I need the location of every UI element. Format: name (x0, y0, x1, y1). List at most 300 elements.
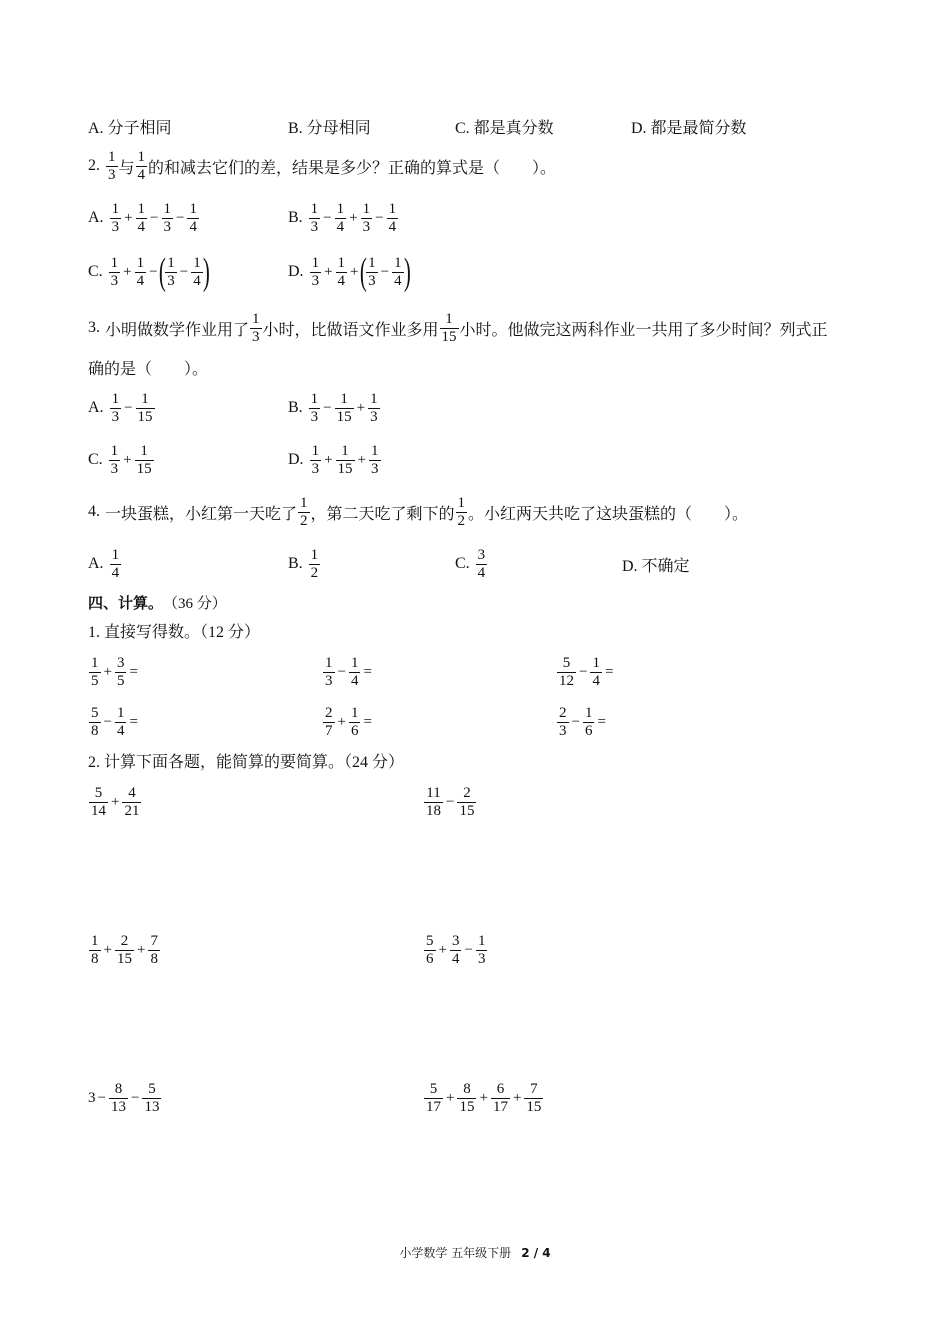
sub-2-text: 2. 计算下面各题，能简算的要简算。（24 分） (88, 753, 405, 771)
numerator: 1 (337, 254, 346, 271)
fraction (135, 255, 147, 290)
denominator: 3 (110, 272, 119, 289)
denominator: 6 (584, 722, 593, 739)
numerator: 1 (136, 254, 145, 271)
numerator: 1 (141, 390, 149, 407)
denominator: 15 (459, 1098, 475, 1115)
fraction (115, 933, 134, 968)
denominator: 3 (111, 218, 120, 235)
denominator: 3 (370, 408, 378, 425)
fraction (557, 655, 576, 690)
fraction (491, 1081, 510, 1116)
denominator: 4 (116, 722, 125, 739)
fraction (136, 149, 148, 184)
numerator: 1 (477, 932, 486, 949)
equals-sign: = (597, 713, 606, 730)
numerator: 3 (116, 654, 125, 671)
fraction (424, 785, 443, 820)
operator: + (349, 209, 358, 226)
fraction (110, 547, 122, 582)
numerator: 1 (110, 254, 119, 271)
numerator: 1 (310, 390, 319, 407)
denominator: 4 (136, 272, 145, 289)
fraction (109, 443, 121, 478)
numerator: 1 (394, 254, 402, 271)
fraction (349, 705, 361, 740)
denominator: 5 (116, 672, 125, 689)
q4-option-d (622, 542, 690, 586)
fraction (250, 311, 262, 346)
denominator: 4 (592, 672, 600, 689)
operator: − (124, 399, 133, 416)
denominator: 3 (362, 218, 371, 235)
denominator: 5 (91, 672, 99, 689)
operator: − (176, 209, 185, 226)
denominator: 15 (337, 460, 353, 477)
denominator: 21 (124, 802, 140, 819)
operator: + (111, 793, 120, 810)
option-label: A. (88, 555, 104, 572)
q4-stem (88, 490, 748, 534)
fraction (115, 655, 127, 690)
denominator: 13 (144, 1098, 160, 1115)
fraction (110, 201, 122, 236)
operator: + (479, 1089, 488, 1106)
q4-number: 4. (88, 503, 100, 520)
denominator: 3 (368, 272, 376, 289)
denominator: 3 (108, 166, 116, 183)
numerator: 1 (167, 254, 175, 271)
numerator: 1 (340, 390, 348, 407)
direct-item (556, 650, 615, 694)
sub-1-heading (88, 610, 260, 650)
page-number: 2 / 4 (521, 1246, 551, 1260)
numerator: 5 (94, 784, 103, 801)
direct-item (322, 700, 374, 744)
q4-text-1: 一块蛋糕，小红第一天吃了 (105, 505, 298, 523)
denominator: 8 (91, 950, 99, 967)
denominator: 4 (111, 564, 120, 581)
numerator: 2 (559, 704, 567, 721)
fraction (135, 443, 154, 478)
operator: − (375, 209, 384, 226)
fraction (349, 655, 361, 690)
q2-number: 2. (88, 157, 100, 174)
fraction (424, 933, 436, 968)
denominator: 3 (311, 460, 320, 477)
fraction (335, 201, 347, 236)
fraction (165, 255, 177, 290)
numerator: 1 (300, 494, 308, 511)
numerator: 1 (110, 442, 119, 459)
q4-text-3: 。小红两天共吃了这块蛋糕的（ ）。 (468, 505, 749, 523)
denominator: 2 (457, 512, 466, 529)
fraction (336, 443, 355, 478)
fraction (392, 255, 404, 290)
denominator: 4 (388, 218, 397, 235)
calc-item-2 (423, 780, 477, 824)
numerator: 1 (91, 932, 99, 949)
numerator: 1 (108, 148, 116, 165)
operator: + (324, 263, 333, 280)
numerator: 1 (310, 200, 319, 217)
numerator: 1 (111, 546, 120, 563)
numerator: 8 (463, 1080, 471, 1097)
fraction (476, 933, 488, 968)
numerator: 1 (584, 704, 593, 721)
calc-item-1 (88, 780, 142, 824)
direct-item (556, 700, 608, 744)
operator: + (438, 941, 447, 958)
denominator: 4 (394, 272, 402, 289)
option-label: C. (88, 263, 103, 280)
q2-option-a (88, 196, 200, 240)
numerator: 1 (445, 310, 453, 327)
operator: + (123, 263, 132, 280)
fraction (89, 655, 101, 690)
q1-option-d-text: D. 都是最简分数 (631, 119, 747, 137)
fraction (457, 785, 476, 820)
fraction (450, 933, 462, 968)
numerator: 8 (114, 1080, 123, 1097)
numerator: 5 (429, 1080, 438, 1097)
numerator: 1 (137, 200, 146, 217)
operator: − (337, 663, 346, 680)
fraction (162, 201, 174, 236)
numerator: 6 (496, 1080, 505, 1097)
q2-option-c (88, 250, 208, 294)
operator: + (324, 451, 333, 468)
fraction (476, 547, 488, 582)
denominator: 12 (559, 672, 574, 689)
denominator: 15 (441, 328, 457, 345)
denominator: 4 (451, 950, 460, 967)
fraction (309, 547, 321, 582)
operator: − (464, 941, 473, 958)
denominator: 8 (150, 950, 158, 967)
fraction (298, 495, 310, 530)
fraction (336, 255, 348, 290)
denominator: 3 (167, 272, 175, 289)
q2-text-yu: 与 (118, 159, 135, 177)
equals-sign: = (363, 663, 372, 680)
fraction (524, 1081, 543, 1116)
numerator: 7 (530, 1080, 538, 1097)
q3-text-1: 小明做数学作业用了 (105, 321, 250, 339)
equals-sign: = (129, 713, 138, 730)
operator: + (357, 451, 366, 468)
option-label: A. (88, 209, 104, 226)
denominator: 15 (526, 1098, 542, 1115)
operator: + (124, 209, 133, 226)
operator: + (337, 713, 346, 730)
operator: + (103, 663, 112, 680)
numerator: 1 (592, 654, 600, 671)
operator: − (380, 263, 390, 280)
denominator: 18 (426, 802, 441, 819)
fraction (191, 255, 203, 290)
denominator: 3 (477, 950, 486, 967)
operator: − (149, 263, 158, 280)
fraction (369, 443, 381, 478)
denominator: 15 (136, 460, 152, 477)
option-label: B. (288, 555, 303, 572)
q4-option-a (88, 542, 122, 586)
option-label: C. (455, 555, 470, 572)
numerator: 1 (116, 704, 125, 721)
fraction (136, 201, 148, 236)
q3-text-4: 确的是（ ）。 (88, 360, 209, 378)
fraction (89, 785, 108, 820)
numerator: 2 (325, 704, 333, 721)
operator: − (179, 263, 189, 280)
numerator: 1 (350, 654, 359, 671)
denominator: 3 (110, 460, 119, 477)
q4-text-2: ，第二天吃了剩下的 (310, 505, 455, 523)
operator: − (97, 1089, 106, 1106)
q1-option-a (88, 104, 172, 148)
numerator: 3 (451, 932, 460, 949)
calc-item-5 (88, 1076, 162, 1120)
whole-number: 3 (88, 1089, 96, 1106)
denominator: 3 (559, 722, 567, 739)
numerator: 7 (150, 932, 158, 949)
numerator: 11 (426, 784, 441, 801)
fraction (323, 655, 335, 690)
q1-option-a-text: A. 分子相同 (88, 119, 172, 137)
operator: + (350, 263, 359, 280)
calc-item-6 (423, 1076, 544, 1120)
numerator: 1 (311, 254, 320, 271)
numerator: 1 (368, 254, 376, 271)
denominator: 4 (336, 218, 345, 235)
fraction (109, 255, 121, 290)
numerator: 3 (477, 546, 486, 563)
fraction (89, 933, 101, 968)
operator: − (130, 1089, 140, 1106)
numerator: 5 (426, 932, 434, 949)
fraction (424, 1081, 443, 1116)
denominator: 4 (337, 272, 346, 289)
fraction (148, 933, 160, 968)
numerator: 1 (111, 200, 120, 217)
q3-option-b (288, 386, 381, 430)
q3-option-d (288, 438, 382, 482)
q3-option-a (88, 386, 156, 430)
numerator: 1 (310, 546, 319, 563)
numerator: 1 (189, 200, 197, 217)
numerator: 5 (148, 1080, 156, 1097)
left-paren: ( (158, 251, 166, 293)
denominator: 4 (189, 218, 197, 235)
fraction (323, 705, 335, 740)
fraction (115, 705, 127, 740)
operator: − (103, 713, 112, 730)
denominator: 4 (477, 564, 486, 581)
operator: + (136, 941, 146, 958)
fraction (142, 1081, 161, 1116)
option-label: D. (288, 263, 304, 280)
fraction (440, 311, 459, 346)
denominator: 15 (459, 802, 475, 819)
fraction (366, 255, 378, 290)
q4-option-c (455, 542, 488, 586)
option-label: C. (88, 451, 103, 468)
fraction (361, 201, 373, 236)
q3-stem (88, 306, 828, 350)
fraction (457, 1081, 476, 1116)
numerator: 1 (362, 200, 371, 217)
numerator: 1 (252, 310, 260, 327)
calc-item-3 (88, 928, 161, 972)
operator: + (356, 399, 366, 416)
numerator: 1 (193, 254, 201, 271)
denominator: 17 (426, 1098, 441, 1115)
numerator: 1 (371, 442, 379, 459)
fraction (310, 443, 322, 478)
denominator: 4 (137, 218, 146, 235)
numerator: 1 (111, 390, 120, 407)
numerator: 1 (137, 148, 146, 165)
operator: + (123, 451, 132, 468)
q3-text-3: 小时。他做完这两科作业一共用了多少时间？列式正 (459, 321, 828, 339)
numerator: 5 (91, 704, 99, 721)
denominator: 15 (116, 950, 132, 967)
denominator: 15 (336, 408, 352, 425)
operator: − (323, 209, 332, 226)
denominator: 3 (325, 672, 333, 689)
denominator: 3 (311, 272, 320, 289)
numerator: 2 (463, 784, 471, 801)
q3-text-2: 小时，比做语文作业多用 (262, 321, 439, 339)
operator: + (103, 941, 112, 958)
q3-stem-cont (88, 345, 208, 389)
q1-option-c (455, 104, 554, 148)
numerator: 1 (370, 390, 378, 407)
fraction (110, 391, 122, 426)
equals-sign: = (129, 663, 138, 680)
denominator: 3 (371, 460, 379, 477)
denominator: 4 (193, 272, 201, 289)
operator: − (323, 399, 332, 416)
numerator: 2 (120, 932, 129, 949)
operator: + (446, 1089, 455, 1106)
numerator: 1 (336, 200, 345, 217)
direct-item (88, 650, 140, 694)
numerator: 1 (91, 654, 99, 671)
direct-item (322, 650, 374, 694)
numerator: 1 (341, 442, 349, 459)
fraction (122, 785, 141, 820)
q2-option-d (288, 250, 409, 294)
operator: − (579, 663, 588, 680)
option-label: A. (88, 399, 104, 416)
operator: − (150, 209, 159, 226)
fraction (89, 705, 101, 740)
denominator: 17 (492, 1098, 508, 1115)
numerator: 1 (457, 494, 466, 511)
option-label: D. 不确定 (622, 557, 690, 575)
numerator: 5 (562, 654, 571, 671)
fraction (557, 705, 569, 740)
operator: + (512, 1089, 522, 1106)
fraction (590, 655, 602, 690)
q4-option-b (288, 542, 321, 586)
numerator: 1 (388, 200, 397, 217)
denominator: 3 (310, 218, 319, 235)
q2-stem (88, 144, 556, 188)
denominator: 13 (110, 1098, 126, 1115)
fraction (368, 391, 380, 426)
fraction (387, 201, 399, 236)
denominator: 4 (350, 672, 359, 689)
numerator: 1 (163, 200, 171, 217)
q1-option-c-text: C. 都是真分数 (455, 119, 554, 137)
left-paren: ( (359, 251, 367, 293)
fraction (583, 705, 595, 740)
numerator: 4 (128, 784, 136, 801)
q1-option-d (631, 104, 747, 148)
denominator: 3 (252, 328, 260, 345)
option-label: B. (288, 209, 303, 226)
operator: − (571, 713, 580, 730)
fraction (456, 495, 468, 530)
fraction (109, 1081, 128, 1116)
q3-number: 3. (88, 319, 100, 336)
denominator: 6 (426, 950, 434, 967)
numerator: 1 (140, 442, 148, 459)
fraction (310, 255, 322, 290)
denominator: 3 (163, 218, 171, 235)
fraction (136, 391, 155, 426)
section-title: 四、计算。 (88, 593, 164, 612)
fraction (187, 201, 199, 236)
denominator: 6 (350, 722, 359, 739)
denominator: 7 (325, 722, 333, 739)
right-paren: ) (403, 251, 411, 293)
denominator: 2 (300, 512, 308, 529)
page-footer (0, 1244, 950, 1261)
fraction (335, 391, 354, 426)
denominator: 3 (310, 408, 319, 425)
q1-option-b (288, 104, 371, 148)
denominator: 14 (91, 802, 106, 819)
numerator: 1 (311, 442, 320, 459)
fraction (309, 391, 321, 426)
right-paren: ) (202, 251, 210, 293)
equals-sign: = (363, 713, 372, 730)
option-label: B. (288, 399, 303, 416)
footer-text: 小学数学 五年级下册 (399, 1246, 512, 1260)
denominator: 8 (91, 722, 99, 739)
q1-option-b-text: B. 分母相同 (288, 119, 371, 137)
equals-sign: = (604, 663, 614, 680)
q3-option-c (88, 438, 155, 482)
numerator: 1 (350, 704, 359, 721)
denominator: 2 (310, 564, 319, 581)
numerator: 1 (325, 654, 333, 671)
q2-option-b (288, 196, 399, 240)
q2-text: 的和减去它们的差，结果是多少？正确的算式是（ ）。 (148, 159, 557, 177)
fraction (106, 149, 118, 184)
direct-item (88, 700, 140, 744)
denominator: 4 (137, 166, 146, 183)
sub-2-heading (88, 740, 404, 780)
denominator: 3 (111, 408, 120, 425)
option-label: D. (288, 451, 304, 468)
operator: − (446, 793, 455, 810)
calc-item-4 (423, 928, 488, 972)
